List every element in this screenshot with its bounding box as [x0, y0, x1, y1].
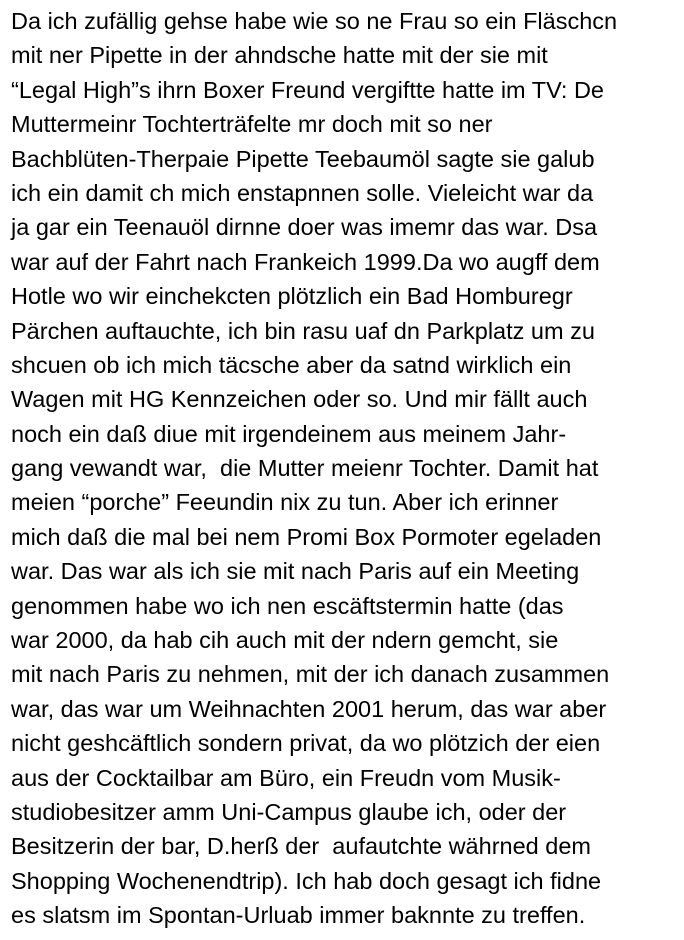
body-text — [11, 4, 683, 933]
text-line: Shopping Wochenendtrip). Ich hab doch gesagt ich fidne — [11, 867, 602, 894]
text-line: shcuen ob ich mich täcsche aber da satnd wirklich ein — [11, 351, 572, 378]
text-line: “Legal High”s ihrn Boxer Freund vergiftte hatte im TV: De — [11, 76, 604, 103]
text-line: genommen habe wo ich nen escäftstermin hatte (das — [11, 592, 564, 619]
text-line: nicht geshcäftlich sondern privat, da wo plötzich der eien — [11, 730, 601, 757]
text-line: Besitzerin der bar, D.herß der aufautchte währned dem — [11, 833, 591, 860]
text-line: Pärchen auftauchte, ich bin rasu uaf dn Parkplatz um zu — [11, 317, 595, 344]
text-line: war. Das war als ich sie mit nach Paris auf ein Meeting — [11, 558, 580, 585]
text-line: war auf der Fahrt nach Frankeich 1999.Da wo augff dem — [11, 248, 600, 275]
text-line: aus der Cocktailbar am Büro, ein Freudn vom Musik- — [11, 764, 561, 791]
text-line: mich daß die mal bei nem Promi Box Pormoter egeladen — [11, 523, 602, 550]
text-line: Hotle wo wir einchekcten plötzlich ein Bad Homburegr — [11, 283, 573, 310]
text-line: war, das war um Weihnachten 2001 herum, das war aber — [11, 695, 607, 722]
text-line: mit nach Paris zu nehmen, mit der ich danach zusammen — [11, 661, 610, 688]
text-line: war 2000, da hab cih auch mit der ndern gemcht, sie — [11, 627, 559, 654]
text-line: meien “porche” Feeundin nix zu tun. Aber ich erinner — [11, 489, 559, 516]
text-line: Da ich zufällig gehse habe wie so ne Frau so ein Fläschcn — [11, 8, 618, 34]
text-line: es slatsm im Spontan-Urluab immer baknnte zu treffen. — [11, 902, 586, 929]
text-line: Muttermeinr Tochterträfelte mr doch mit so ner — [11, 111, 493, 138]
text-line: studiobesitzer amm Uni-Campus glaube ich, oder der — [11, 798, 567, 825]
text-line: ja gar ein Teenauöl dirnne doer was imemr das war. Dsa — [11, 214, 598, 241]
text-line: Wagen mit HG Kennzeichen oder so. Und mir fällt auch — [11, 386, 588, 413]
text-line: gang vewandt war, die Mutter meienr Tochter. Damit hat — [11, 455, 599, 482]
text-line: noch ein daß diue mit irgendeinem aus meinem Jahr- — [11, 420, 567, 447]
text-line: ich ein damit ch mich enstapnnen solle. Vieleicht war da — [11, 179, 594, 206]
text-line: Bachblüten-Therpaie Pipette Teebaumöl sagte sie galub — [11, 145, 595, 172]
text-line: mit ner Pipette in der ahndsche hatte mit der sie mit — [11, 42, 548, 69]
